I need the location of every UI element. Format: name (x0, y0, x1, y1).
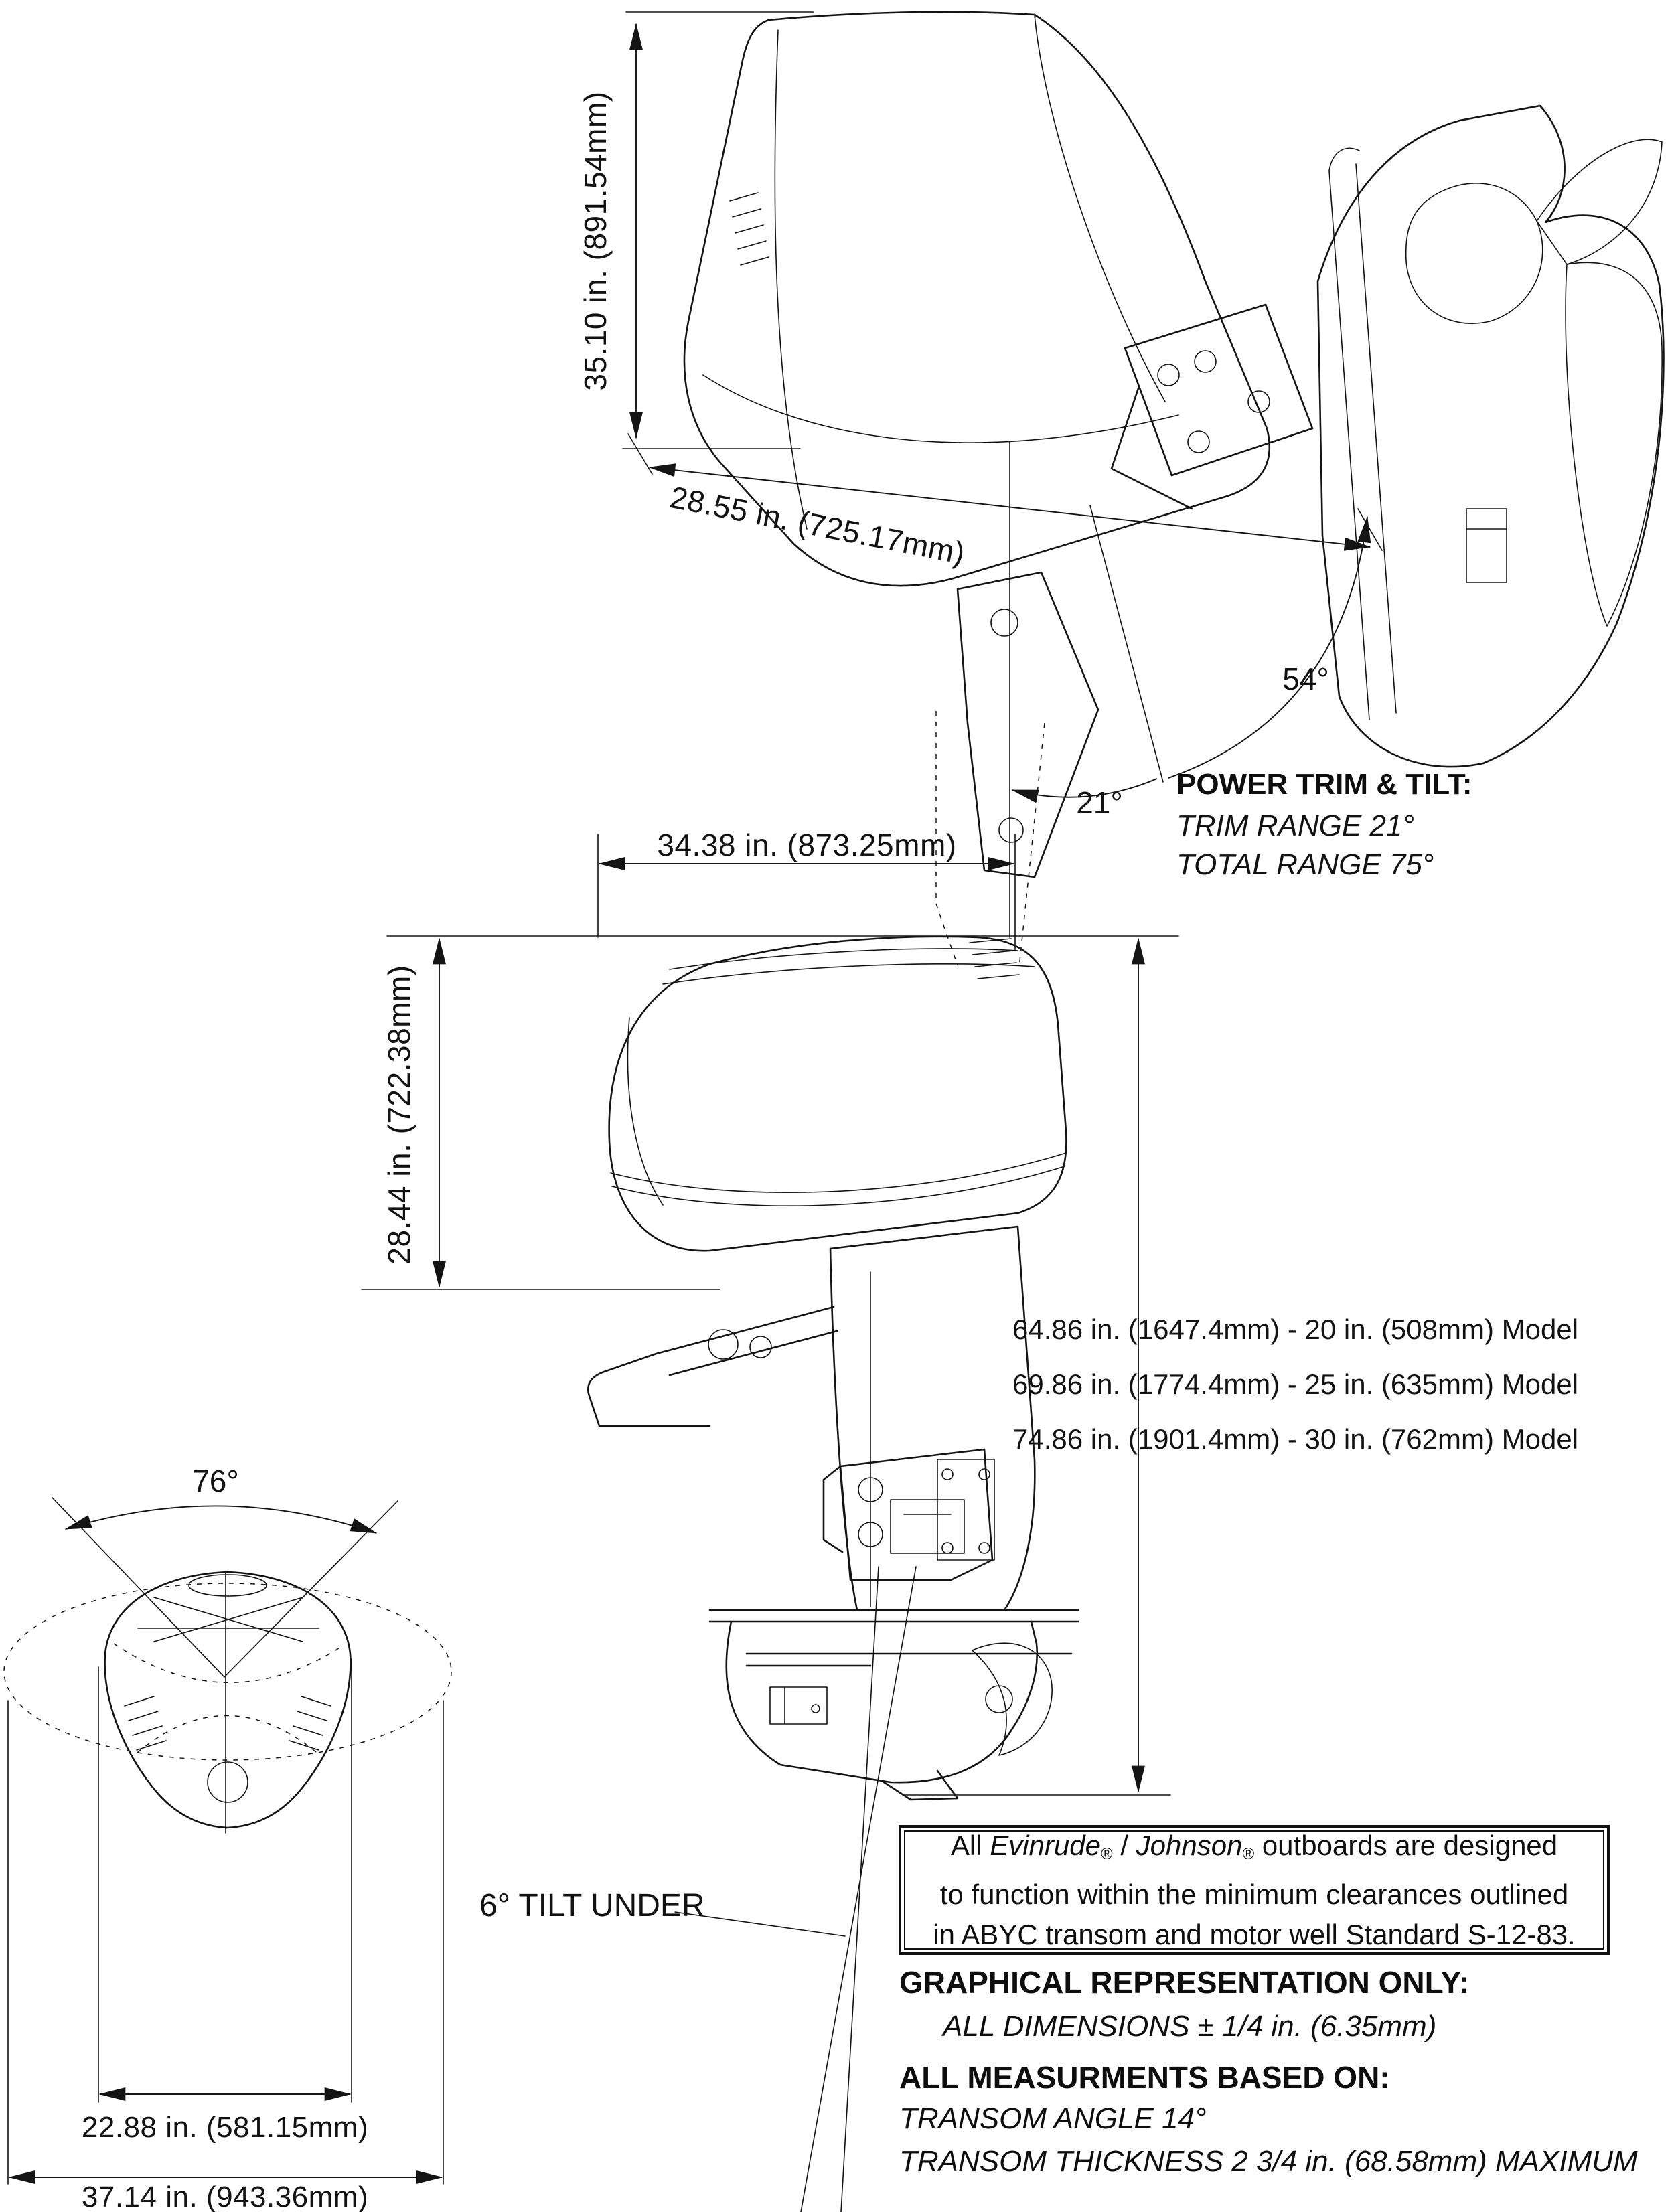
side-midsection (830, 1227, 1035, 1610)
cowl-width-dimension-label: 22.88 in. (581.15mm) (81, 2111, 369, 2144)
tilted-clamp-bolts (1158, 351, 1270, 453)
total-range-label: TOTAL RANGE 75° (1176, 848, 1434, 881)
power-trim-tilt-title: POWER TRIM & TILT: (1176, 768, 1472, 801)
tilted-bracket-bolt (999, 818, 1023, 842)
gearcase-plate-detail (770, 1687, 827, 1724)
side-midsection-details (870, 1272, 964, 1607)
steering-pivot-inner (750, 1336, 771, 1358)
swing-width-dimension-label: 37.14 in. (943.36mm) (81, 2181, 369, 2212)
trim-21-label: 21° (1076, 785, 1123, 820)
tilted-view (578, 12, 1663, 967)
clearance-note-box (899, 1825, 1610, 1955)
side-cowl-contours (611, 949, 1066, 1206)
transom-angle-note: TRANSOM ANGLE 14° (899, 2102, 1207, 2135)
registered-mark-icon: ® (1242, 1844, 1255, 1863)
boat-splashwell-outline (1318, 106, 1663, 767)
tilt-under-label: 6° TILT UNDER (479, 1888, 705, 1923)
side-view (362, 827, 1578, 2212)
trim-limit-line (1090, 505, 1163, 782)
measurements-based-on-title: ALL MEASURMENTS BASED ON: (899, 2060, 1390, 2095)
clearance-note-line3: in ABYC transom and motor well Standard S-12-83. (933, 1918, 1576, 1950)
clearance-note-line1: All Evinrude® / Johnson® outboards are designed (950, 1829, 1558, 1863)
tilted-midsection (958, 572, 1098, 877)
brand-johnson: Johnson (1136, 1829, 1243, 1861)
side-clamp-details (858, 1459, 994, 1560)
cowl-width-extension-lines (98, 1659, 352, 2102)
steering-pivot-outer (708, 1330, 738, 1359)
tilted-cowl-contours (703, 15, 1178, 529)
cowl-height-dimension-label: 28.44 in. (722.38mm) (382, 965, 416, 1265)
tilted-height-ref-lines (623, 12, 814, 449)
top-view (4, 1464, 451, 2212)
steering-76-label: 76° (192, 1464, 239, 1498)
model-height-20in: 64.86 in. (1647.4mm) - 20 in. (508mm) Model (1012, 1314, 1579, 1345)
graphical-representation-title: GRAPHICAL REPRESENTATION ONLY: (899, 1965, 1470, 2000)
splashwell-opening (1406, 183, 1543, 582)
tilted-length-dimension-label: 28.55 in. (725.17mm) (667, 479, 968, 571)
tilt-54-label: 54° (1282, 661, 1329, 696)
tilted-cowl-vent-slots (730, 193, 769, 265)
steering-arm (588, 1307, 837, 1426)
gearcase-fins (1537, 139, 1662, 626)
steering-76-arc (66, 1506, 376, 1533)
graphical-representation-detail: ALL DIMENSIONS ± 1/4 in. (6.35mm) (943, 2010, 1437, 2043)
transom-thickness-note: TRANSOM THICKNESS 2 3/4 in. (68.58mm) MAXIMUM (899, 2145, 1638, 2178)
tilted-clamp-bracket (1112, 305, 1312, 509)
topview-bottom-port (208, 1762, 248, 1802)
antiventilation-plates (710, 1610, 1078, 1666)
brand-evinrude: Evinrude (990, 1829, 1101, 1861)
model-height-25in: 69.86 in. (1774.4mm) - 25 in. (635mm) Model (1012, 1368, 1579, 1400)
topview-cowl-outline (105, 1572, 351, 1828)
tilt-54-arc (1168, 517, 1367, 778)
width-dimension-label: 34.38 in. (873.25mm) (657, 827, 957, 862)
tilted-height-dimension-label: 35.10 in. (891.54mm) (578, 91, 613, 391)
tilted-pivot-bolt (991, 609, 1018, 636)
swing-envelope-ellipse (4, 1583, 451, 1760)
side-cowl-outline (609, 937, 1067, 1251)
topview-vent-hatching (125, 1696, 331, 1750)
registered-mark-icon: ® (1100, 1844, 1113, 1863)
trim-range-label: TRIM RANGE 21° (1176, 809, 1414, 842)
swing-phantom-curves (114, 1644, 343, 1755)
propeller (972, 1643, 1052, 1755)
steering-fan-lines (52, 1498, 398, 1677)
transom-panel-lines (1329, 148, 1396, 720)
topview-cowl-cross-lines (138, 1573, 319, 1833)
clearance-note-line2: to function within the minimum clearances outlined (939, 1878, 1569, 1910)
topview-handle (189, 1575, 267, 1596)
model-height-30in: 74.86 in. (1901.4mm) - 30 in. (762mm) Model (1012, 1423, 1579, 1455)
